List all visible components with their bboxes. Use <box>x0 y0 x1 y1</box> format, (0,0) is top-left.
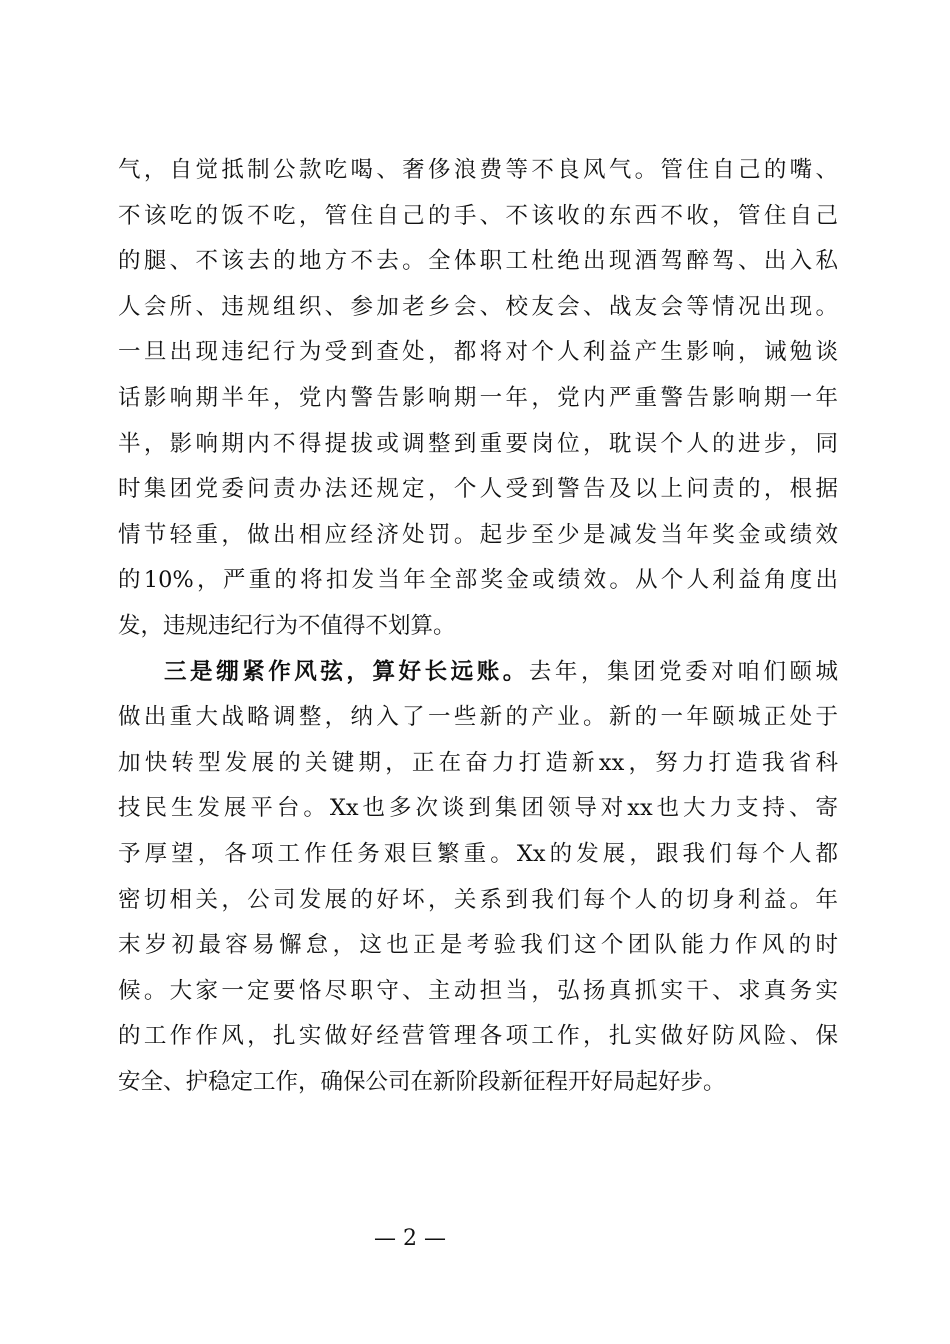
text-line: 时集团党委问责办法还规定，个人受到警告及以上问责的，根据 <box>118 476 838 503</box>
text-line: 安全、护稳定工作，确保公司在新阶段新征程开好局起好步。 <box>118 1068 726 1095</box>
paragraph-2-first-line <box>118 650 838 696</box>
text-line: 人会所、违规组织、参加老乡会、校友会、战友会等情况出现。 <box>118 293 838 320</box>
paragraph-1 <box>118 148 838 650</box>
section-heading: 三是绷紧作风弦，算好长远账。 <box>164 658 529 685</box>
text-line: 密切相关，公司发展的好坏，关系到我们每个人的切身利益。年 <box>118 886 838 913</box>
text-line: 加快转型发展的关键期，正在奋力打造新xx，努力打造我省科 <box>118 749 838 776</box>
text-line: 的工作作风，扎实做好经营管理各项工作，扎实做好防风险、保 <box>118 1023 838 1050</box>
body-text <box>118 148 838 1105</box>
text-line: 的10%，严重的将扣发当年全部奖金或绩效。从个人利益角度出 <box>118 567 838 594</box>
paragraph-2 <box>118 650 838 1106</box>
text-line: 做出重大战略调整，纳入了一些新的产业。新的一年颐城正处于 <box>118 704 838 731</box>
text-line: 情节轻重，做出相应经济处罚。起步至少是减发当年奖金或绩效 <box>118 521 838 548</box>
text-line: 一旦出现违纪行为受到查处，都将对个人利益产生影响，诫勉谈 <box>118 339 838 366</box>
text-line: 发，违规违纪行为不值得不划算。 <box>118 612 456 639</box>
text-line: 不该吃的饭不吃，管住自己的手、不该收的东西不收，管住自己 <box>118 202 838 229</box>
text-line: 技民生发展平台。Xx也多次谈到集团领导对xx也大力支持、寄 <box>118 795 838 822</box>
text-line: 话影响期半年，党内警告影响期一年，党内严重警告影响期一年 <box>118 384 838 411</box>
text-line: 予厚望，各项工作任务艰巨繁重。Xx的发展，跟我们每个人都 <box>118 840 838 867</box>
text-line: 候。大家一定要恪尽职守、主动担当，弘扬真抓实干、求真务实 <box>118 977 838 1004</box>
page-number: — 2 — <box>374 1226 446 1251</box>
text-line: 的腿、不该去的地方不去。全体职工杜绝出现酒驾醉驾、出入私 <box>118 248 838 275</box>
text-line: 末岁初最容易懈怠，这也正是考验我们这个团队能力作风的时 <box>118 932 838 959</box>
text-line: 半，影响期内不得提拔或调整到重要岗位，耽误个人的进步，同 <box>118 430 838 457</box>
paragraph-2-first-line-text: 去年，集团党委对咱们颐城 <box>528 658 838 685</box>
text-line: 气，自觉抵制公款吃喝、奢侈浪费等不良风气。管住自己的嘴、 <box>118 157 838 183</box>
